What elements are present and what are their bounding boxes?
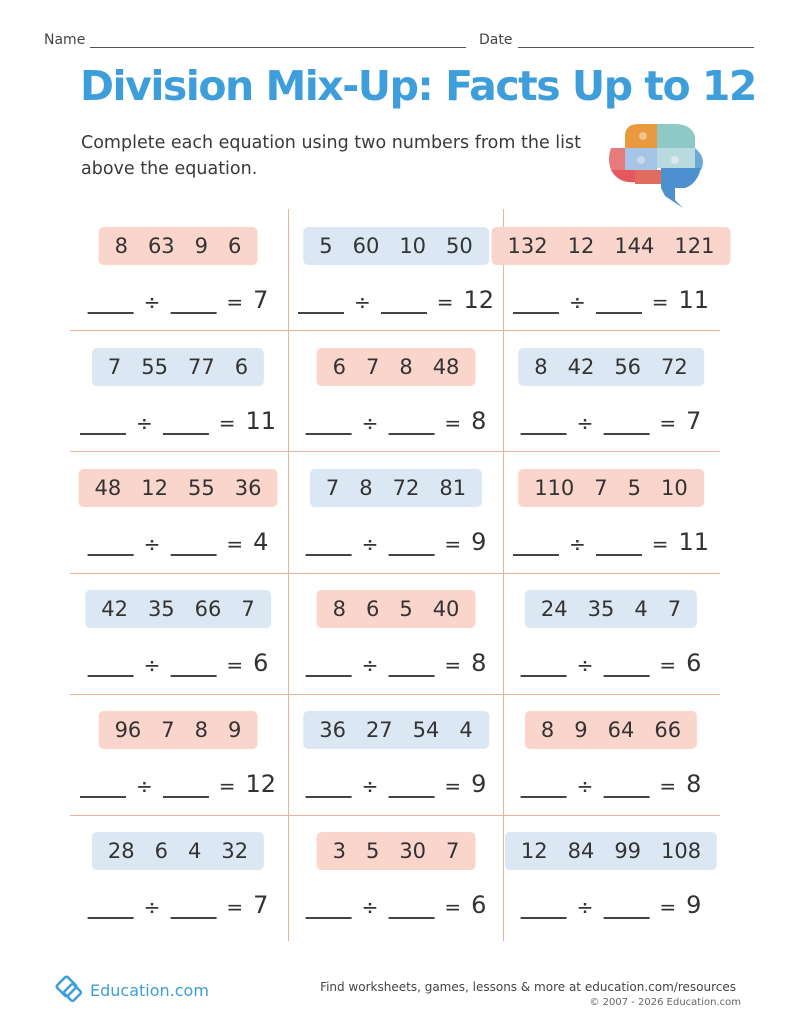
divide-sign: ÷ <box>135 411 153 435</box>
number-choice: 110 <box>534 476 575 500</box>
number-choice: 77 <box>188 355 215 379</box>
equals-sign: = <box>659 653 677 677</box>
problem-cell <box>503 572 719 693</box>
equals-sign: = <box>226 895 244 919</box>
quotient: 9 <box>471 528 487 556</box>
problem-cell <box>70 572 286 693</box>
division-equation <box>521 649 702 677</box>
quotient: 6 <box>471 891 487 919</box>
divisor-blank[interactable] <box>163 411 209 435</box>
division-equation <box>88 528 269 556</box>
dividend-blank[interactable] <box>306 411 352 435</box>
number-choice: 66 <box>654 718 682 742</box>
name-label: Name <box>44 32 86 48</box>
quotient: 4 <box>253 528 269 556</box>
division-equation <box>306 891 487 919</box>
division-equation <box>306 649 487 677</box>
number-choice: 40 <box>432 597 460 621</box>
division-equation <box>80 770 276 798</box>
problem-cell <box>288 693 504 814</box>
divisor-blank[interactable] <box>388 895 434 919</box>
quotient: 11 <box>678 528 710 556</box>
divisor-blank[interactable] <box>596 532 642 556</box>
dividend-blank[interactable] <box>306 895 352 919</box>
divide-sign: ÷ <box>143 532 161 556</box>
number-choice: 35 <box>147 597 175 621</box>
divisor-blank[interactable] <box>603 774 649 798</box>
problem-cell <box>70 814 286 935</box>
footer-tagline: Find worksheets, games, lessons & more at education.com/resources <box>320 980 736 994</box>
divide-sign: ÷ <box>361 895 379 919</box>
problem-cell <box>70 330 286 451</box>
number-choice: 35 <box>587 597 615 621</box>
number-choice: 42 <box>567 355 595 379</box>
division-equation <box>306 407 487 435</box>
number-choice: 48 <box>94 476 122 500</box>
name-field[interactable] <box>90 47 466 48</box>
number-choice: 56 <box>614 355 642 379</box>
number-choice: 55 <box>141 355 168 379</box>
division-equation <box>306 770 487 798</box>
number-choice: 10 <box>661 476 688 500</box>
dividend-blank[interactable] <box>306 532 352 556</box>
education-logo <box>54 974 209 1006</box>
number-choice: 72 <box>661 355 688 379</box>
division-equation <box>521 770 702 798</box>
number-choice: 7 <box>594 476 608 500</box>
dividend-blank[interactable] <box>521 774 567 798</box>
number-choice: 63 <box>147 234 175 258</box>
division-equation <box>521 407 702 435</box>
dividend-blank[interactable] <box>80 774 126 798</box>
number-choice: 7 <box>161 718 175 742</box>
equals-sign: = <box>218 774 236 798</box>
problem-cell <box>288 572 504 693</box>
number-list <box>525 590 697 628</box>
quotient: 7 <box>686 407 702 435</box>
number-choice: 6 <box>234 355 249 379</box>
dividend-blank[interactable] <box>521 411 567 435</box>
divisor-blank[interactable] <box>603 895 649 919</box>
divide-sign: ÷ <box>576 895 594 919</box>
divide-sign: ÷ <box>361 532 379 556</box>
number-list <box>518 469 704 507</box>
quotient: 6 <box>253 649 269 677</box>
number-choice: 5 <box>365 839 380 863</box>
dividend-blank[interactable] <box>513 290 559 314</box>
equals-sign: = <box>659 411 677 435</box>
number-choice: 7 <box>107 355 122 379</box>
number-list <box>99 711 258 749</box>
dividend-blank[interactable] <box>521 895 567 919</box>
number-choice: 36 <box>319 718 346 742</box>
problem-cell <box>503 209 719 330</box>
divisor-blank[interactable] <box>381 290 427 314</box>
number-list <box>518 348 704 386</box>
number-choice: 28 <box>107 839 135 863</box>
equals-sign: = <box>444 653 462 677</box>
quotient: 8 <box>686 770 702 798</box>
problem-cell <box>70 451 286 572</box>
equals-sign: = <box>444 774 462 798</box>
divisor-blank[interactable] <box>603 653 649 677</box>
education-logo-icon <box>54 974 86 1006</box>
equals-sign: = <box>444 532 462 556</box>
logo-text: Education.com <box>90 980 209 1000</box>
number-choice: 66 <box>194 597 222 621</box>
number-list <box>92 348 264 386</box>
problem-cell <box>70 209 286 330</box>
divide-sign: ÷ <box>353 290 371 314</box>
number-choice: 32 <box>221 839 249 863</box>
problem-cell <box>503 814 719 935</box>
number-choice: 8 <box>534 355 548 379</box>
number-choice: 64 <box>607 718 635 742</box>
equals-sign: = <box>444 411 462 435</box>
number-choice: 108 <box>661 839 702 863</box>
equals-sign: = <box>436 290 454 314</box>
number-list <box>505 832 717 870</box>
number-choice: 7 <box>446 839 460 863</box>
equals-sign: = <box>226 532 244 556</box>
divisor-blank[interactable] <box>603 411 649 435</box>
number-choice: 4 <box>634 597 648 621</box>
quotient: 8 <box>471 649 487 677</box>
date-label: Date <box>479 32 513 48</box>
number-choice: 81 <box>439 476 467 500</box>
number-choice: 5 <box>399 597 413 621</box>
problem-cell <box>503 330 719 451</box>
number-list <box>491 227 730 265</box>
quotient: 7 <box>253 891 269 919</box>
number-choice: 4 <box>188 839 202 863</box>
dividend-blank[interactable] <box>88 653 134 677</box>
number-choice: 12 <box>141 476 168 500</box>
problem-cell <box>503 693 719 814</box>
dividend-blank[interactable] <box>88 532 134 556</box>
divide-sign: ÷ <box>361 774 379 798</box>
quotient: 6 <box>686 649 702 677</box>
equals-sign: = <box>444 895 462 919</box>
number-choice: 27 <box>365 718 393 742</box>
number-list <box>317 832 476 870</box>
problem-cell <box>288 209 504 330</box>
dividend-blank[interactable] <box>298 290 344 314</box>
number-list <box>85 590 271 628</box>
number-choice: 8 <box>399 355 413 379</box>
division-equation <box>298 286 494 314</box>
number-list <box>317 590 476 628</box>
divide-sign: ÷ <box>143 653 161 677</box>
number-choice: 6 <box>332 355 346 379</box>
divisor-blank[interactable] <box>388 411 434 435</box>
number-list <box>310 469 482 507</box>
number-choice: 50 <box>446 234 473 258</box>
divisor-blank[interactable] <box>170 895 216 919</box>
division-equation <box>88 649 269 677</box>
division-equation <box>306 528 487 556</box>
equals-sign: = <box>226 290 244 314</box>
divide-sign: ÷ <box>143 290 161 314</box>
number-choice: 9 <box>194 234 209 258</box>
number-choice: 30 <box>399 839 427 863</box>
problem-grid <box>70 209 720 941</box>
equals-sign: = <box>659 774 677 798</box>
problem-cell <box>70 693 286 814</box>
division-equation <box>521 891 702 919</box>
number-choice: 42 <box>101 597 128 621</box>
number-choice: 7 <box>667 597 682 621</box>
number-choice: 132 <box>507 234 548 258</box>
number-choice: 96 <box>114 718 142 742</box>
number-choice: 4 <box>459 718 473 742</box>
number-choice: 144 <box>614 234 655 258</box>
divide-sign: ÷ <box>568 290 586 314</box>
divide-sign: ÷ <box>361 653 379 677</box>
divisor-blank[interactable] <box>388 774 434 798</box>
problem-cell <box>503 451 719 572</box>
quotient: 11 <box>245 407 277 435</box>
number-choice: 48 <box>432 355 460 379</box>
dividend-blank[interactable] <box>88 895 134 919</box>
number-choice: 5 <box>319 234 333 258</box>
divide-sign: ÷ <box>576 411 594 435</box>
dividend-blank[interactable] <box>521 653 567 677</box>
number-choice: 8 <box>359 476 373 500</box>
number-choice: 6 <box>154 839 168 863</box>
divide-sign: ÷ <box>568 532 586 556</box>
puzzle-brain-icon <box>605 118 709 208</box>
divisor-blank[interactable] <box>596 290 642 314</box>
number-choice: 84 <box>567 839 595 863</box>
page-title: Division Mix-Up: Facts Up to 12 <box>80 62 756 110</box>
quotient: 7 <box>253 286 269 314</box>
number-choice: 3 <box>332 839 346 863</box>
quotient: 9 <box>471 770 487 798</box>
equals-sign: = <box>226 653 244 677</box>
number-list <box>303 711 489 749</box>
number-choice: 7 <box>241 597 255 621</box>
number-list <box>79 469 278 507</box>
number-list <box>303 227 489 265</box>
number-choice: 60 <box>352 234 380 258</box>
number-choice: 8 <box>114 234 128 258</box>
number-choice: 12 <box>567 234 595 258</box>
dividend-blank[interactable] <box>88 290 134 314</box>
divide-sign: ÷ <box>143 895 161 919</box>
divisor-blank[interactable] <box>170 532 216 556</box>
number-list <box>99 227 258 265</box>
footer-copyright: © 2007 - 2026 Education.com <box>589 997 741 1008</box>
dividend-blank[interactable] <box>306 774 352 798</box>
number-list <box>92 832 264 870</box>
division-equation <box>513 528 709 556</box>
number-choice: 9 <box>574 718 588 742</box>
division-equation <box>88 286 269 314</box>
division-equation <box>88 891 269 919</box>
divisor-blank[interactable] <box>170 290 216 314</box>
number-choice: 12 <box>520 839 548 863</box>
quotient: 12 <box>245 770 277 798</box>
number-choice: 9 <box>228 718 242 742</box>
date-field[interactable] <box>518 47 754 48</box>
number-choice: 6 <box>228 234 242 258</box>
instructions: Complete each equation using two numbers from the list above the equation. <box>81 133 581 179</box>
problem-cell <box>288 330 504 451</box>
number-choice: 6 <box>365 597 380 621</box>
number-choice: 54 <box>412 718 440 742</box>
equals-sign: = <box>651 290 669 314</box>
dividend-blank[interactable] <box>513 532 559 556</box>
equals-sign: = <box>218 411 236 435</box>
quotient: 8 <box>471 407 487 435</box>
number-choice: 72 <box>392 476 420 500</box>
number-choice: 8 <box>332 597 346 621</box>
divide-sign: ÷ <box>576 653 594 677</box>
number-choice: 10 <box>399 234 427 258</box>
number-choice: 8 <box>540 718 555 742</box>
dividend-blank[interactable] <box>306 653 352 677</box>
divisor-blank[interactable] <box>170 653 216 677</box>
divide-sign: ÷ <box>576 774 594 798</box>
quotient: 11 <box>678 286 710 314</box>
divide-sign: ÷ <box>361 411 379 435</box>
quotient: 9 <box>686 891 702 919</box>
number-list <box>317 348 476 386</box>
number-choice: 7 <box>365 355 380 379</box>
number-choice: 8 <box>194 718 209 742</box>
number-choice: 55 <box>188 476 215 500</box>
number-choice: 99 <box>614 839 642 863</box>
divisor-blank[interactable] <box>163 774 209 798</box>
problem-cell <box>288 451 504 572</box>
equals-sign: = <box>659 895 677 919</box>
problem-cell <box>288 814 504 935</box>
number-list <box>525 711 697 749</box>
dividend-blank[interactable] <box>80 411 126 435</box>
number-choice: 5 <box>627 476 642 500</box>
divisor-blank[interactable] <box>388 532 434 556</box>
number-choice: 36 <box>234 476 262 500</box>
divide-sign: ÷ <box>135 774 153 798</box>
division-equation <box>513 286 709 314</box>
number-choice: 24 <box>540 597 568 621</box>
number-choice: 7 <box>325 476 340 500</box>
number-choice: 121 <box>674 234 715 258</box>
division-equation <box>80 407 276 435</box>
divisor-blank[interactable] <box>388 653 434 677</box>
quotient: 12 <box>463 286 495 314</box>
equals-sign: = <box>651 532 669 556</box>
